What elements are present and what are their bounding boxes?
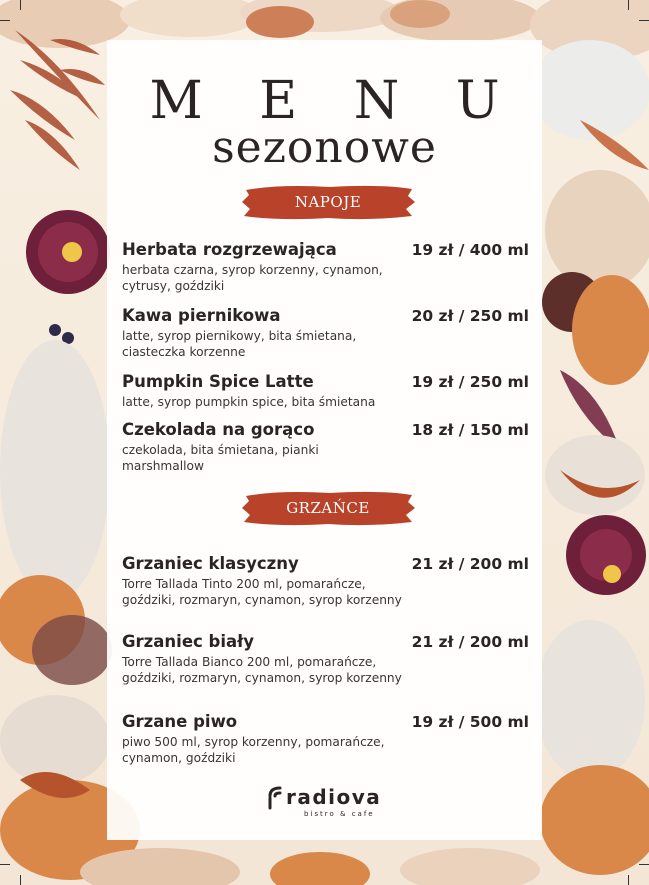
item-price: 19 zł / 500 ml	[411, 713, 529, 731]
menu-subtitle: sezonowe	[212, 122, 437, 173]
item-name: Herbata rozgrzewająca	[122, 240, 337, 259]
item-price: 19 zł / 250 ml	[411, 373, 529, 391]
crop-mark	[639, 20, 649, 21]
crop-mark	[628, 0, 629, 10]
menu-item	[122, 372, 537, 410]
item-description: Torre Tallada Bianco 200 ml, pomarańcze, goździki, rozmaryn, cynamon, syrop korzenny	[122, 655, 402, 685]
item-name: Czekolada na gorąco	[122, 420, 315, 439]
menu-title: M E N U	[149, 71, 520, 131]
item-price: 20 zł / 250 ml	[411, 307, 529, 325]
item-price: 21 zł / 200 ml	[411, 555, 529, 573]
logo-tagline: bistro & cafe	[304, 810, 375, 818]
item-price: 18 zł / 150 ml	[411, 421, 529, 439]
section-label: GRZAŃCE	[286, 499, 370, 517]
item-price: 19 zł / 400 ml	[411, 241, 529, 259]
section-banner-grzance	[240, 488, 416, 528]
item-description: czekolada, bita śmietana, pianki marshmallow	[122, 443, 319, 473]
menu-item	[122, 712, 537, 766]
item-description: herbata czarna, syrop korzenny, cynamon, cytrusy, goździki	[122, 263, 383, 293]
menu-item	[122, 554, 537, 608]
menu-item	[122, 632, 537, 686]
crop-mark	[20, 875, 21, 885]
crop-mark	[0, 864, 10, 865]
item-description: latte, syrop piernikowy, bita śmietana, ciasteczka korzenne	[122, 329, 357, 359]
logo-wordmark: radiova	[286, 785, 382, 809]
section-banner-napoje	[240, 182, 416, 222]
bottom-foliage	[80, 848, 540, 885]
item-description: latte, syrop pumpkin spice, bita śmietana	[122, 395, 376, 409]
item-name: Grzaniec klasyczny	[122, 554, 299, 573]
menu-item	[122, 240, 537, 294]
left-fern	[10, 30, 105, 170]
item-description: piwo 500 ml, syrop korzenny, pomarańcze, cynamon, goździki	[122, 735, 385, 765]
crop-mark	[0, 20, 10, 21]
item-price: 21 zł / 200 ml	[411, 633, 529, 651]
wifi-signal-icon	[266, 784, 288, 810]
menu-item	[122, 306, 537, 360]
item-name: Pumpkin Spice Latte	[122, 372, 314, 391]
section-label: NAPOJE	[294, 193, 362, 211]
crop-mark	[628, 875, 629, 885]
item-name: Grzaniec biały	[122, 632, 255, 651]
radiova-logo	[266, 784, 386, 828]
crop-mark	[639, 864, 649, 865]
crop-mark	[20, 0, 21, 10]
item-name: Kawa piernikowa	[122, 306, 281, 325]
left-burgundy-flower	[26, 210, 110, 344]
item-description: Torre Tallada Tinto 200 ml, pomarańcze, goździki, rozmaryn, cynamon, syrop korzenny	[122, 577, 402, 607]
right-flowers	[530, 40, 649, 875]
item-name: Grzane piwo	[122, 712, 238, 731]
menu-item	[122, 420, 537, 474]
